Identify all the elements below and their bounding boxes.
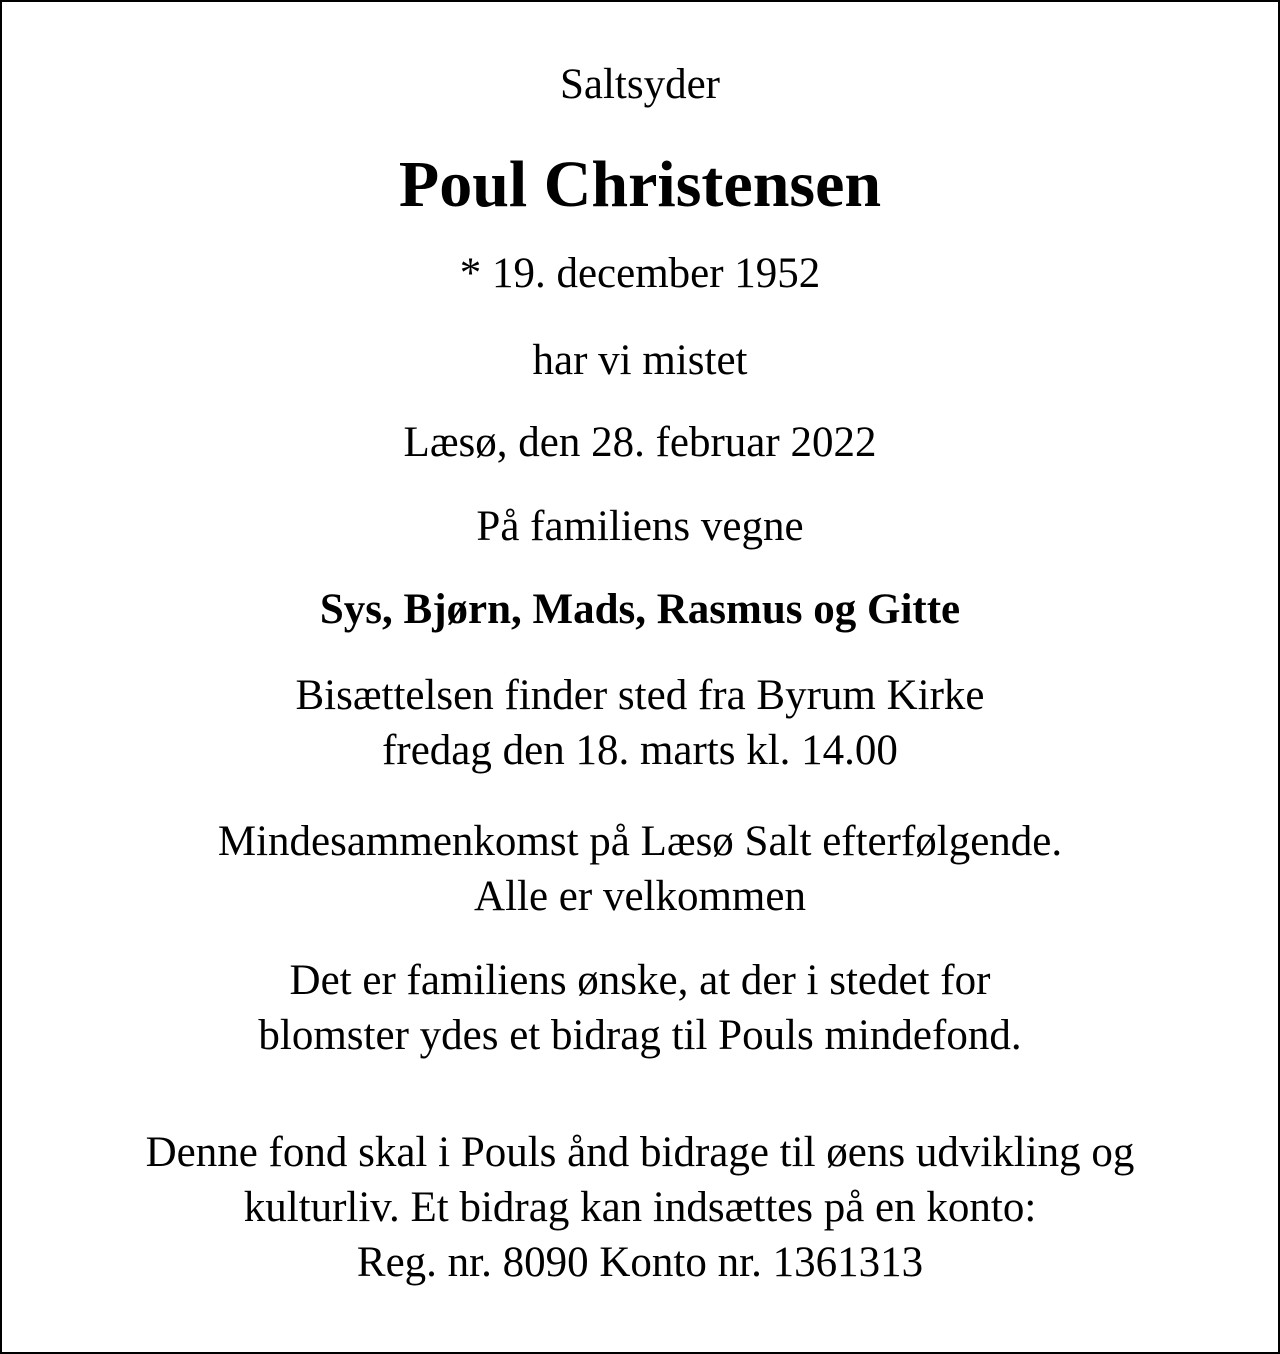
family-wish <box>2 953 1278 1063</box>
funeral-line: fredag den 18. marts kl. 14.00 <box>382 727 898 774</box>
on-behalf-line: På familiens vegne <box>476 503 804 550</box>
fund-line: Denne fond skal i Pouls ånd bidrage til øens udvikling og <box>145 1129 1135 1176</box>
occupation: Saltsyder <box>559 61 721 108</box>
family-names: Sys, Bjørn, Mads, Rasmus og Gitte <box>319 586 961 633</box>
memorial-line: Alle er velkommen <box>474 873 806 920</box>
memorial-line: Mindesammenkomst på Læsø Salt efterfølgende. <box>217 818 1063 865</box>
lost-phrase: har vi mistet <box>532 337 748 384</box>
wish-line: blomster ydes et bidrag til Pouls mindefond. <box>258 1012 1022 1059</box>
place-and-date: Læsø, den 28. februar 2022 <box>403 419 877 466</box>
memorial-info <box>2 814 1278 924</box>
deceased-name: Poul Christensen <box>398 148 882 221</box>
account-details: Reg. nr. 8090 Konto nr. 1361313 <box>356 1239 924 1286</box>
funeral-info <box>2 668 1278 778</box>
fund-line: kulturliv. Et bidrag kan indsættes på en konto: <box>243 1184 1037 1231</box>
fund-info <box>2 1125 1278 1290</box>
wish-line: Det er familiens ønske, at der i stedet for <box>289 957 991 1004</box>
funeral-line: Bisættelsen finder sted fra Byrum Kirke <box>295 672 985 719</box>
birth-date: * 19. december 1952 <box>459 250 821 297</box>
